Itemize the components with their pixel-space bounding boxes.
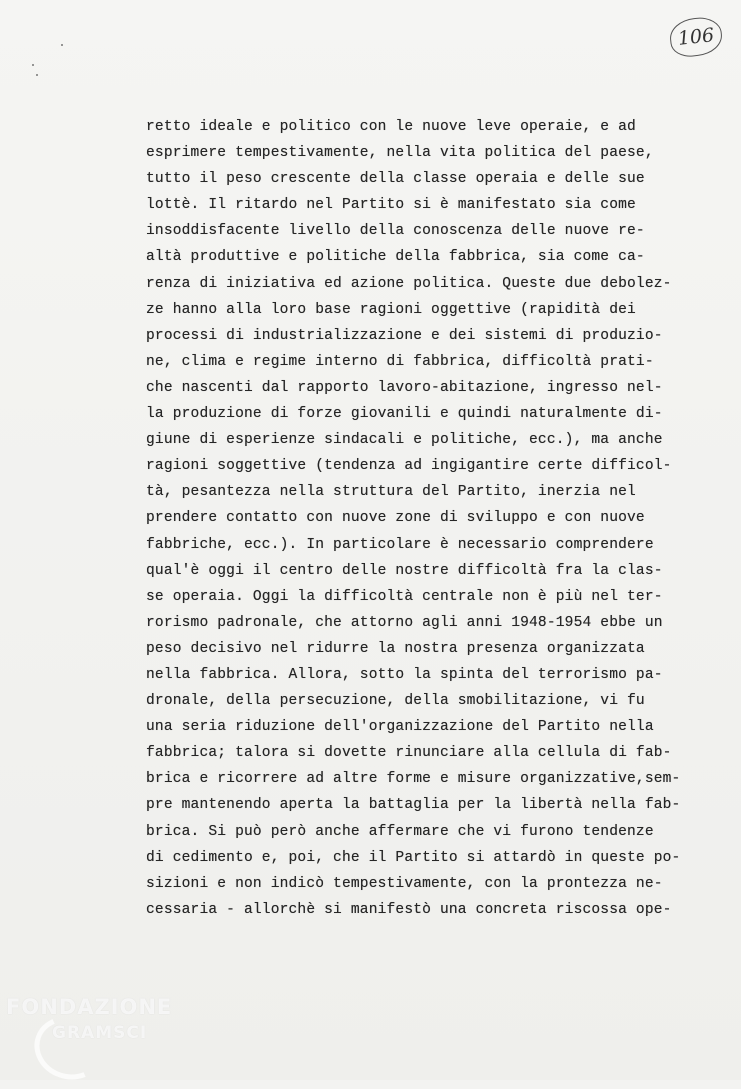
text-line: peso decisivo nel ridurre la nostra presenza organizzata <box>146 640 645 657</box>
watermark-line-2: GRAMSCI <box>52 1023 148 1043</box>
text-line: esprimere tempestivamente, nella vita politica del paese, <box>146 145 654 162</box>
text-line: ze hanno alla loro base ragioni oggettive (rapidità dei <box>146 301 636 318</box>
text-line: fabbrica; talora si dovette rinunciare alla cellula di fab- <box>146 745 672 762</box>
text-line: brica. Si può però anche affermare che vi furono tendenze <box>146 823 654 840</box>
text-line: nella fabbrica. Allora, sotto la spinta del terrorismo pa- <box>146 666 663 683</box>
text-line: tà, pesantezza nella struttura del Partito, inerzia nel <box>146 484 636 501</box>
text-line: altà produttive e politiche della fabbrica, sia come ca- <box>146 249 645 266</box>
fondazione-gramsci-watermark <box>6 995 196 1075</box>
text-line: retto ideale e politico con le nuove leve operaie, e ad <box>146 119 636 135</box>
text-line: pre mantenendo aperta la battaglia per la libertà nella fab- <box>146 797 681 814</box>
text-line: dronale, della persecuzione, della smobilitazione, vi fu <box>146 693 645 710</box>
text-line: cessaria - allorchè si manifestò una concreta riscossa ope- <box>146 901 672 918</box>
text-line: giune di esperienze sindacali e politiche, ecc.), ma anche <box>146 432 663 449</box>
text-line: rorismo padronale, che attorno agli anni 1948-1954 ebbe un <box>146 614 663 631</box>
text-line: la produzione di forze giovanili e quindi naturalmente di- <box>146 406 663 423</box>
text-line: se operaia. Oggi la difficoltà centrale non è più nel ter- <box>146 588 663 605</box>
text-line: insoddisfacente livello della conoscenza delle nuove re- <box>146 223 645 240</box>
text-line: qual'è oggi il centro delle nostre difficoltà fra la clas- <box>146 562 663 579</box>
text-line: ragioni soggettive (tendenza ad ingigantire certe difficol- <box>146 458 672 475</box>
text-line: sizioni e non indicò tempestivamente, con la prontezza ne- <box>146 875 663 892</box>
text-line: brica e ricorrere ad altre forme e misure organizzative,sem- <box>146 771 681 788</box>
handwritten-page-number: 106 <box>668 15 724 58</box>
paper-speck <box>36 74 38 76</box>
text-line: di cedimento e, poi, che il Partito si attardò in queste po- <box>146 849 681 866</box>
paper-speck <box>32 64 34 66</box>
watermark-swoosh-icon <box>26 1007 113 1089</box>
text-line: prendere contatto con nuove zone di sviluppo e con nuove <box>146 510 645 527</box>
text-line: che nascenti dal rapporto lavoro-abitazione, ingresso nel- <box>146 379 663 396</box>
watermark-line-1: FONDAZIONE <box>6 995 173 1019</box>
text-line: processi di industrializzazione e dei sistemi di produzio- <box>146 327 663 344</box>
text-line: una seria riduzione dell'organizzazione del Partito nella <box>146 719 654 736</box>
text-line: fabbriche, ecc.). In particolare è necessario comprendere <box>146 536 654 553</box>
text-line: lottè. Il ritardo nel Partito si è manifestato sia come <box>146 197 636 214</box>
paper-speck <box>61 44 63 46</box>
text-line: tutto il peso crescente della classe operaia e delle sue <box>146 171 645 188</box>
text-line: ne, clima e regime interno di fabbrica, difficoltà prati- <box>146 353 654 370</box>
text-line: renza di iniziativa ed azione politica. Queste due debolez- <box>146 275 672 292</box>
typewritten-body-text <box>146 114 686 923</box>
